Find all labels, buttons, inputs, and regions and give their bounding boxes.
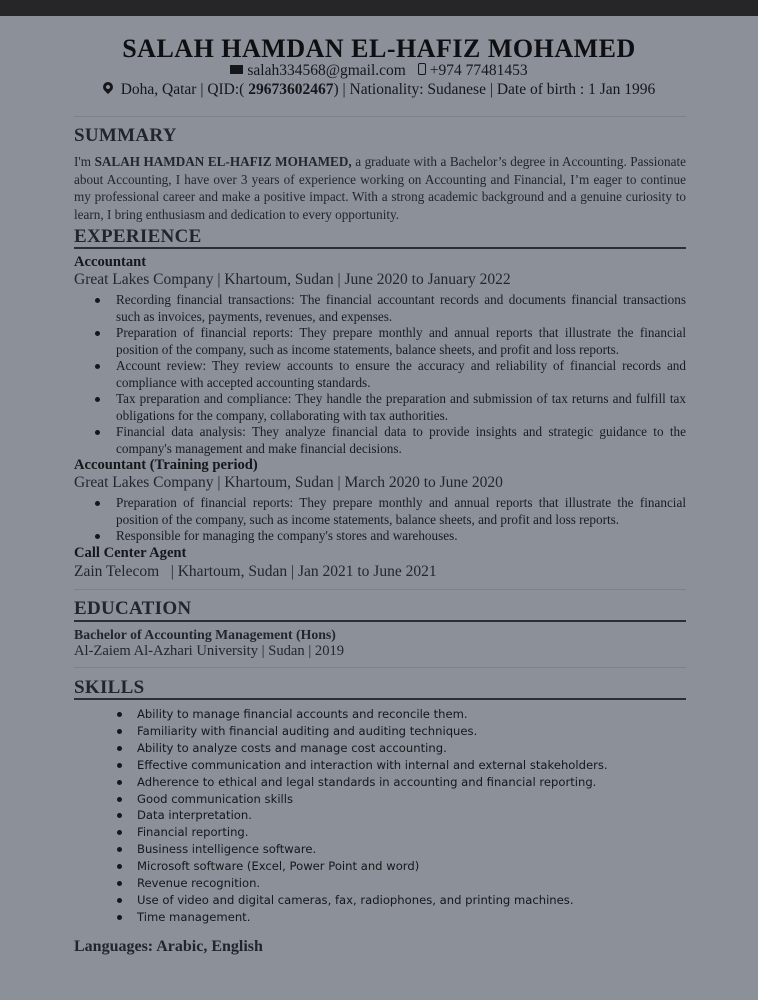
candidate-name: SALAH HAMDAN EL-HAFIZ MOHAMED xyxy=(122,34,636,63)
job-meta: Great Lakes Company | Khartoum, Sudan | June 2020 to January 2022 xyxy=(74,271,511,288)
job-title: Accountant (Training period) xyxy=(74,457,258,473)
phone-icon xyxy=(418,63,426,75)
list-item: Account review: They review accounts to ensure the accuracy and reliability of financial records and compliance with accepted accounting standards. xyxy=(116,358,686,390)
list-item: Effective communication and interaction with internal and external stakeholders. xyxy=(137,757,608,772)
skills-rule xyxy=(74,698,686,700)
location: Doha, Qatar xyxy=(120,81,197,98)
list-item: Data interpretation. xyxy=(137,807,608,824)
list-item: Microsoft software (Excel, Power Point and word) xyxy=(137,858,608,875)
job-title: Accountant xyxy=(74,254,147,270)
list-item: Recording financial transactions: The financial accountant records and documents financial transactions such as invoices, payments, revenues, and expenses. xyxy=(116,292,686,324)
date-of-birth: Date of birth : 1 Jan 1996 xyxy=(496,81,656,98)
summary-name: SALAH HAMDAN EL-HAFIZ MOHAMED, xyxy=(94,154,352,169)
list-item: Revenue recognition. xyxy=(137,875,608,892)
job-meta: Great Lakes Company | Khartoum, Sudan | March 2020 to June 2020 xyxy=(74,474,503,491)
skills-list xyxy=(137,706,608,926)
summary-text: I'm SALAH HAMDAN EL-HAFIZ MOHAMED, a graduate with a Bachelor’s degree in Accounting. Passionate about Accounting, I have over 3 years of experience working on Accounting and Financial, I’m eager to continue my professional career and make a positive impact. With a strong academic background and a genuine curiosity to learn, I bring enthusiasm and dedication to every opportunity. xyxy=(74,154,686,222)
nationality: Nationality: Sudanese xyxy=(349,81,486,98)
personal-info-line: Doha, Qatar | QID:( 29673602467) | Nationality: Sudanese | Date of birth : 1 Jan 1996 xyxy=(0,81,758,99)
list-item: Tax preparation and compliance: They handle the preparation and submission of tax returns and fulfill tax obligations for the company, collaborating with tax authorities. xyxy=(116,391,686,423)
list-item: Familiarity with financial auditing and auditing techniques. xyxy=(137,723,608,740)
education-degree: Bachelor of Accounting Management (Hons) xyxy=(74,627,336,642)
phone-number[interactable]: +974 77481453 xyxy=(429,62,528,79)
list-item: Financial reporting. xyxy=(137,824,608,841)
list-item: Ability to analyze costs and manage cost accounting. xyxy=(137,740,608,757)
list-item: Ability to manage financial accounts and reconcile them. xyxy=(137,706,608,723)
education-rule xyxy=(74,620,686,622)
mail-icon xyxy=(230,65,243,74)
experience-rule xyxy=(74,247,686,249)
list-item: Responsible for managing the company's stores and warehouses. xyxy=(116,528,686,545)
list-item: Time management. xyxy=(137,909,608,926)
experience-divider xyxy=(74,589,686,590)
qid-label: QID:( xyxy=(207,81,249,98)
education-divider xyxy=(74,667,686,668)
top-status-bar xyxy=(0,0,758,16)
qid-number: 29673602467 xyxy=(248,81,334,98)
job-bullets xyxy=(116,292,686,457)
list-item: Adherence to ethical and legal standards in accounting and financial reporting. xyxy=(137,774,608,791)
skills-heading: SKILLS xyxy=(74,677,145,698)
list-item: Financial data analysis: They analyze financial data to provide insights and strategic guidance to the company's management and make financial decisions. xyxy=(116,424,686,456)
education-school: Al-Zaiem Al-Azhari University | Sudan | 2019 xyxy=(74,643,345,659)
list-item: Use of video and digital cameras, fax, radiophones, and printing machines. xyxy=(137,892,608,909)
job-meta: Zain Telecom | Khartoum, Sudan | Jan 2021 to June 2021 xyxy=(74,563,437,580)
header-divider xyxy=(74,116,686,117)
education-heading: EDUCATION xyxy=(74,598,192,619)
contact-line xyxy=(0,62,758,80)
experience-heading: EXPERIENCE xyxy=(74,226,202,247)
job-title: Call Center Agent xyxy=(74,545,187,561)
list-item: Preparation of financial reports: They prepare monthly and annual reports that illustrate the financial position of the company, such as income statements, balance sheets, and profit and loss reports. xyxy=(116,325,686,357)
list-item: Good communication skills xyxy=(137,791,608,808)
list-item: Business intelligence software. xyxy=(137,841,608,858)
list-item: Preparation of financial reports: They prepare monthly and annual reports that illustrate the financial position of the company, such as income statements, balance sheets, and profit and loss reports. xyxy=(116,495,686,527)
location-pin-icon xyxy=(101,80,115,94)
languages-line: Languages: Arabic, English xyxy=(74,938,263,955)
job-bullets xyxy=(116,495,686,545)
email-address[interactable]: salah334568@gmail.com xyxy=(247,62,406,79)
summary-heading: SUMMARY xyxy=(74,125,177,146)
